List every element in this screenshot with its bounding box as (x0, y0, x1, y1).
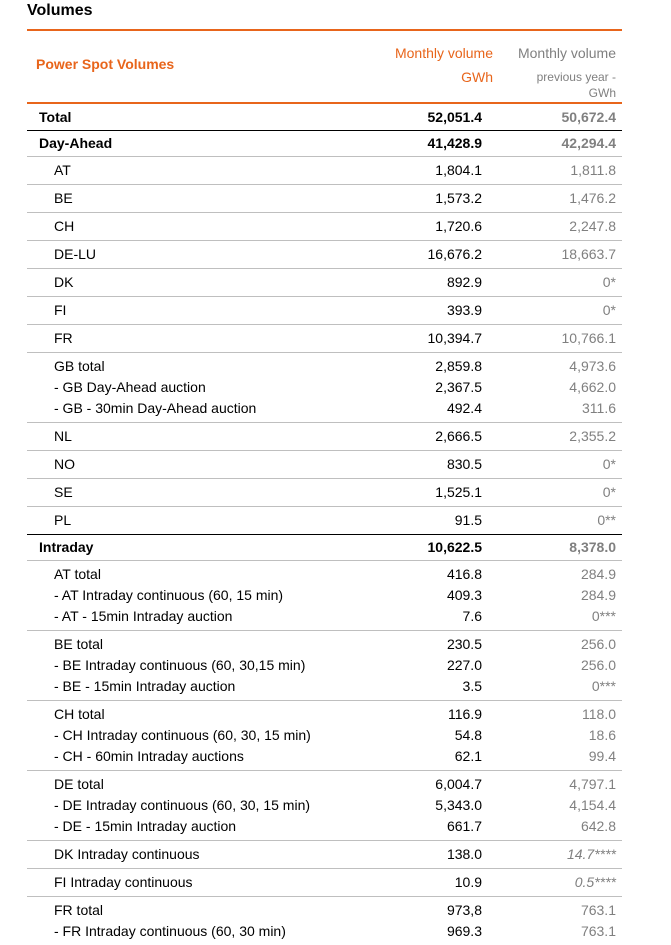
current-value: 2,666.5 (435, 428, 482, 444)
previous-value: 642.8 (580, 818, 616, 834)
row-group (27, 561, 622, 631)
row-label: Total (39, 109, 72, 125)
current-value: 54.8 (454, 727, 482, 743)
col-current-line1: Monthly volume (394, 45, 493, 61)
previous-value: 4,797.1 (569, 776, 616, 792)
row-label: DK (54, 274, 74, 290)
table-row (27, 655, 622, 676)
table-row (27, 900, 622, 921)
row-label: BE (54, 190, 73, 206)
current-value: 230.5 (446, 636, 482, 652)
current-value: 41,428.9 (427, 135, 482, 151)
previous-value: 0*** (591, 678, 616, 694)
current-value: 393.9 (446, 302, 482, 318)
table-row (27, 328, 622, 349)
col-current-header (395, 41, 493, 89)
volumes-table (27, 29, 622, 945)
row-group (27, 213, 622, 241)
row-group (27, 841, 622, 869)
current-value: 1,525.1 (435, 484, 482, 500)
table-row (27, 704, 622, 725)
table-row (27, 216, 622, 237)
previous-value: 18,663.7 (561, 246, 616, 262)
table-row (27, 606, 622, 627)
row-group (27, 423, 622, 451)
row-label: CH (54, 218, 75, 234)
row-label: PL (54, 512, 72, 528)
previous-value: 763.1 (580, 902, 616, 918)
table-row (27, 482, 622, 503)
table-row (27, 107, 622, 128)
table-row (27, 356, 622, 377)
previous-value: 256.0 (580, 657, 616, 673)
row-label: - BE - 15min Intraday auction (54, 678, 236, 694)
col-previous-header (518, 41, 616, 101)
table-row (27, 272, 622, 293)
row-label: - AT - 15min Intraday auction (54, 608, 233, 624)
table-row (27, 844, 622, 865)
row-label: AT total (54, 566, 101, 582)
table-row (27, 795, 622, 816)
previous-value: 18.6 (588, 727, 616, 743)
table-row (27, 300, 622, 321)
table-row (27, 188, 622, 209)
current-value: 116.9 (448, 706, 482, 722)
current-value: 2,859.8 (435, 358, 482, 374)
row-group (27, 185, 622, 213)
table-row (27, 426, 622, 447)
previous-value: 0*** (591, 608, 616, 624)
previous-value: 0* (602, 274, 616, 290)
table-row (27, 774, 622, 795)
row-label: - CH Intraday continuous (60, 30, 15 min) (54, 727, 311, 743)
table-row (27, 377, 622, 398)
col-current-line2: GWh (461, 69, 493, 85)
previous-value: 14.7**** (566, 846, 616, 862)
table-row (27, 537, 622, 558)
previous-value: 10,766.1 (561, 330, 616, 346)
previous-value: 118.0 (582, 706, 616, 722)
current-value: 5,343.0 (435, 797, 482, 813)
current-value: 62.1 (454, 748, 482, 764)
table-row (27, 634, 622, 655)
row-label: DK Intraday continuous (54, 846, 200, 862)
current-value: 1,573.2 (435, 190, 482, 206)
previous-value: 0* (602, 484, 616, 500)
previous-value: 311.6 (582, 400, 616, 416)
previous-value: 50,672.4 (561, 109, 616, 125)
row-group (27, 701, 622, 771)
current-value: 227.0 (446, 657, 482, 673)
table-row (27, 133, 622, 154)
row-label: - GB - 30min Day-Ahead auction (54, 400, 257, 416)
row-group (27, 104, 622, 131)
table-row (27, 160, 622, 181)
previous-value: 2,247.8 (569, 218, 616, 234)
col-previous-line2: previous year - (536, 70, 616, 84)
current-value: 10,394.7 (427, 330, 482, 346)
row-label: - DE - 15min Intraday auction (54, 818, 237, 834)
row-label: - GB Day-Ahead auction (54, 379, 206, 395)
row-label: Intraday (39, 539, 94, 555)
row-group (27, 353, 622, 423)
previous-value: 2,355.2 (569, 428, 616, 444)
previous-value: 0.5**** (574, 874, 616, 890)
previous-value: 4,973.6 (569, 358, 616, 374)
previous-value: 0* (602, 456, 616, 472)
table-row (27, 398, 622, 419)
table-row (27, 746, 622, 767)
table-row (27, 510, 622, 531)
current-value: 892.9 (446, 274, 482, 290)
row-group (27, 157, 622, 185)
previous-value: 4,154.4 (569, 797, 616, 813)
row-group (27, 771, 622, 841)
row-label: - CH - 60min Intraday auctions (54, 748, 244, 764)
table-row (27, 725, 622, 746)
current-value: 52,051.4 (427, 109, 482, 125)
current-value: 91.5 (454, 512, 482, 528)
current-value: 661.7 (446, 818, 482, 834)
row-label: FI (54, 302, 67, 318)
previous-value: 99.4 (588, 748, 616, 764)
previous-value: 0** (597, 512, 616, 528)
table-row (27, 872, 622, 893)
row-group (27, 479, 622, 507)
current-value: 6,004.7 (435, 776, 482, 792)
current-value: 492.4 (446, 400, 482, 416)
current-value: 973,8 (446, 902, 482, 918)
previous-value: 284.9 (580, 566, 616, 582)
row-group (27, 241, 622, 269)
current-value: 10.9 (454, 874, 482, 890)
table-row (27, 585, 622, 606)
current-value: 409.3 (446, 587, 482, 603)
table-row (27, 816, 622, 837)
row-group (27, 535, 622, 561)
row-label: BE total (54, 636, 104, 652)
row-group (27, 269, 622, 297)
previous-value: 284.9 (580, 587, 616, 603)
current-value: 830.5 (446, 456, 482, 472)
row-group (27, 131, 622, 157)
row-label: SE (54, 484, 73, 500)
row-label: AT (54, 162, 71, 178)
row-label: FR (54, 330, 73, 346)
table-row (27, 921, 622, 942)
row-label: CH total (54, 706, 105, 722)
col-previous-line1: Monthly volume (517, 45, 616, 61)
row-label: - AT Intraday continuous (60, 15 min) (54, 587, 284, 603)
row-label: DE total (54, 776, 104, 792)
previous-value: 763.1 (580, 923, 616, 939)
table-row (27, 564, 622, 585)
row-group (27, 325, 622, 353)
row-group (27, 507, 622, 535)
row-group (27, 631, 622, 701)
previous-value: 8,378.0 (569, 539, 616, 555)
row-label: - FR Intraday continuous (60, 30 min) (54, 923, 286, 939)
page-title: Volumes (27, 2, 93, 19)
table-row (27, 676, 622, 697)
row-label: NL (54, 428, 72, 444)
previous-value: 1,811.8 (570, 162, 616, 178)
row-label: - BE Intraday continuous (60, 30,15 min) (54, 657, 306, 673)
row-group (27, 297, 622, 325)
current-value: 16,676.2 (427, 246, 482, 262)
previous-value: 0* (602, 302, 616, 318)
previous-value: 1,476.2 (569, 190, 616, 206)
row-label: - DE Intraday continuous (60, 30, 15 min) (54, 797, 311, 813)
current-value: 1,804.1 (435, 162, 482, 178)
current-value: 969.3 (446, 923, 482, 939)
current-value: 1,720.6 (435, 218, 482, 234)
row-label: GB total (54, 358, 105, 374)
row-label: DE-LU (54, 246, 97, 262)
section-name: Power Spot Volumes (36, 56, 175, 72)
current-value: 138.0 (446, 846, 482, 862)
row-label: FR total (54, 902, 104, 918)
current-value: 416.8 (446, 566, 482, 582)
current-value: 3.5 (462, 678, 482, 694)
row-group (27, 451, 622, 479)
row-label: FI Intraday continuous (54, 874, 193, 890)
table-header (27, 31, 622, 102)
previous-value: 256.0 (580, 636, 616, 652)
current-value: 7.6 (462, 608, 482, 624)
row-group (27, 869, 622, 897)
row-group (27, 897, 622, 945)
previous-value: 42,294.4 (561, 135, 616, 151)
current-value: 2,367.5 (435, 379, 482, 395)
table-row (27, 454, 622, 475)
current-value: 10,622.5 (427, 539, 482, 555)
row-label: NO (54, 456, 75, 472)
table-row (27, 244, 622, 265)
previous-value: 4,662.0 (569, 379, 616, 395)
row-label: Day-Ahead (39, 135, 113, 151)
col-previous-line3: GWh (588, 86, 616, 100)
